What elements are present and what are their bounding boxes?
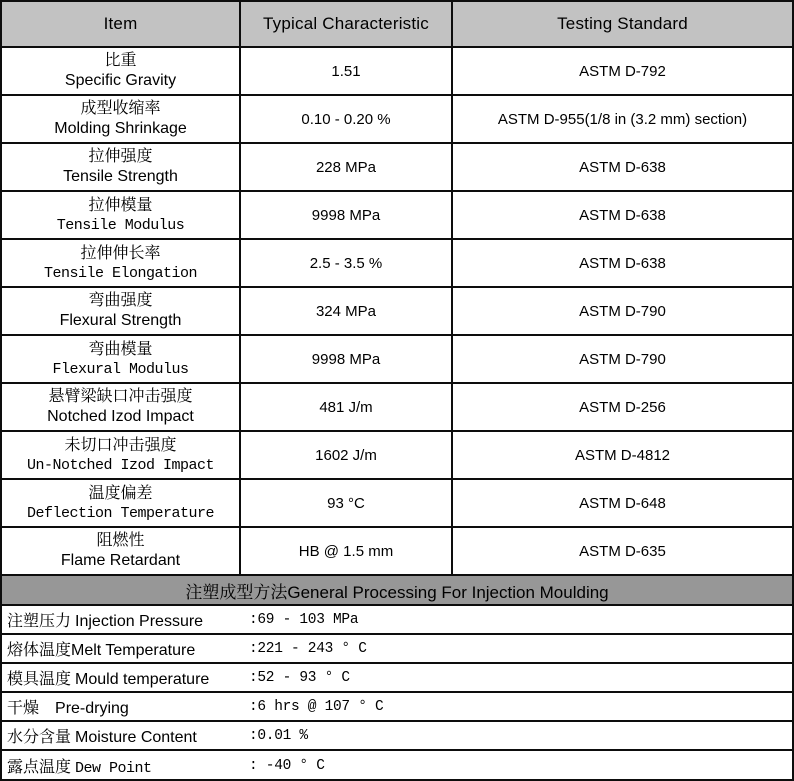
item-name-cn: 阻燃性 [96,532,145,550]
item-name-en: Tensile Strength [63,168,178,186]
processing-label [7,637,249,660]
processing-value: :69 - 103 MPa [249,611,359,628]
processing-label-cn: 干燥 [7,700,40,717]
item-name-en: Deflection Temperature [26,504,215,522]
processing-label-cn: 水分含量 [7,729,72,746]
column-header-testing-standard: Testing Standard [557,14,688,33]
standard-cell: ASTM D-790 [579,302,666,320]
processing-label [7,608,249,631]
item-name-en: Flame Retardant [60,552,181,570]
processing-row-pre-drying [2,693,792,722]
item-cell [2,96,241,142]
processing-label-en: Pre-drying [55,700,129,717]
table-row-flexural-strength [2,288,792,336]
value-cell: 2.5 - 3.5 % [241,240,453,286]
item-name-cn: 拉伸强度 [88,148,153,166]
standard-cell: ASTM D-638 [579,254,666,272]
processing-label-cn: 注塑压力 [7,613,72,630]
value-cell: 9998 MPa [241,336,453,382]
value-cell: 228 MPa [241,144,453,190]
standard-cell: ASTM D-4812 [574,446,671,464]
processing-label-en: Mould temperature [75,671,210,688]
standard-cell: ASTM D-792 [579,62,666,80]
value-cell: 1602 J/m [241,432,453,478]
item-name-en: Tensile Modulus [56,216,185,234]
processing-label-cn: 露点温度 [7,759,72,776]
item-name-en: Un-Notched Izod Impact [26,456,215,474]
table-header-row [2,2,792,48]
value-cell: 481 J/m [241,384,453,430]
table-row-flame-retardant [2,528,792,576]
item-name-en: Molding Shrinkage [54,120,187,138]
processing-value: :52 - 93 ° C [249,669,350,686]
standard-cell: ASTM D-955(1/8 in (3.2 mm) section) [497,110,748,128]
value-cell: HB @ 1.5 mm [241,528,453,574]
standard-cell: ASTM D-256 [579,398,666,416]
item-name-en: Notched Izod Impact [47,408,194,426]
item-cell [2,192,241,238]
item-name-cn: 未切口冲击强度 [64,436,177,454]
value-cell: 324 MPa [241,288,453,334]
item-name-cn: 比重 [104,52,137,70]
processing-row-injection-pressure [2,606,792,635]
processing-value: :0.01 % [249,727,308,744]
processing-label-cn: 模具温度 [7,671,72,688]
processing-label-en: Dew Point [75,760,152,777]
value-cell: 1.51 [241,48,453,94]
item-cell [2,336,241,382]
processing-value: :6 hrs @ 107 ° C [249,698,384,715]
item-name-cn: 拉伸模量 [88,196,153,214]
standard-cell: ASTM D-648 [579,494,666,512]
item-cell [2,144,241,190]
processing-row-dew-point [2,751,792,780]
table-row-specific-gravity [2,48,792,96]
item-name-en: Flexural Strength [59,312,182,330]
processing-label [7,724,249,747]
table-row-tensile-modulus [2,192,792,240]
item-name-cn: 温度偏差 [88,484,153,502]
table-row-tensile-elongation [2,240,792,288]
item-name-cn: 弯曲强度 [88,292,153,310]
table-row-deflection-temperature [2,480,792,528]
processing-value: : -40 ° C [249,757,325,774]
column-header-typical-characteristic: Typical Characteristic [241,2,453,46]
table-row-tensile-strength [2,144,792,192]
item-cell [2,528,241,574]
processing-label-en: Melt Temperature [71,642,196,659]
processing-row-moisture-content [2,722,792,751]
standard-cell: ASTM D-638 [579,206,666,224]
processing-label [7,754,249,777]
item-cell [2,480,241,526]
table-row-molding-shrinkage [2,96,792,144]
processing-label-cn: 熔体温度 [7,642,72,659]
item-cell [2,384,241,430]
processing-label-en: Moisture Content [75,729,197,746]
processing-row-melt-temperature [2,635,792,664]
processing-label [7,695,249,718]
item-name-cn: 拉伸伸长率 [80,244,161,262]
column-header-item: Item [2,2,241,46]
table-row-unnotched-izod-impact [2,432,792,480]
item-name-en: Flexural Modulus [52,360,189,378]
standard-cell: ASTM D-638 [579,158,666,176]
table-row-flexural-modulus [2,336,792,384]
item-cell [2,240,241,286]
item-cell [2,48,241,94]
item-name-cn: 成型收缩率 [80,100,161,118]
processing-row-mould-temperature [2,664,792,693]
item-name-en: Specific Gravity [64,72,177,90]
standard-cell: ASTM D-635 [579,542,666,560]
processing-label-en: Injection Pressure [75,613,204,630]
value-cell: 93 °C [241,480,453,526]
processing-value: :221 - 243 ° C [249,640,367,657]
section-header-injection-moulding: 注塑成型方法General Processing For Injection Moulding [2,576,792,606]
value-cell: 0.10 - 0.20 % [241,96,453,142]
item-name-en: Tensile Elongation [43,264,198,282]
item-cell [2,432,241,478]
processing-label [7,666,249,689]
standard-cell: ASTM D-790 [579,350,666,368]
item-cell [2,288,241,334]
item-name-cn: 弯曲模量 [88,340,153,358]
value-cell: 9998 MPa [241,192,453,238]
item-name-cn: 悬臂梁缺口冲击强度 [48,388,193,406]
table-row-notched-izod-impact [2,384,792,432]
